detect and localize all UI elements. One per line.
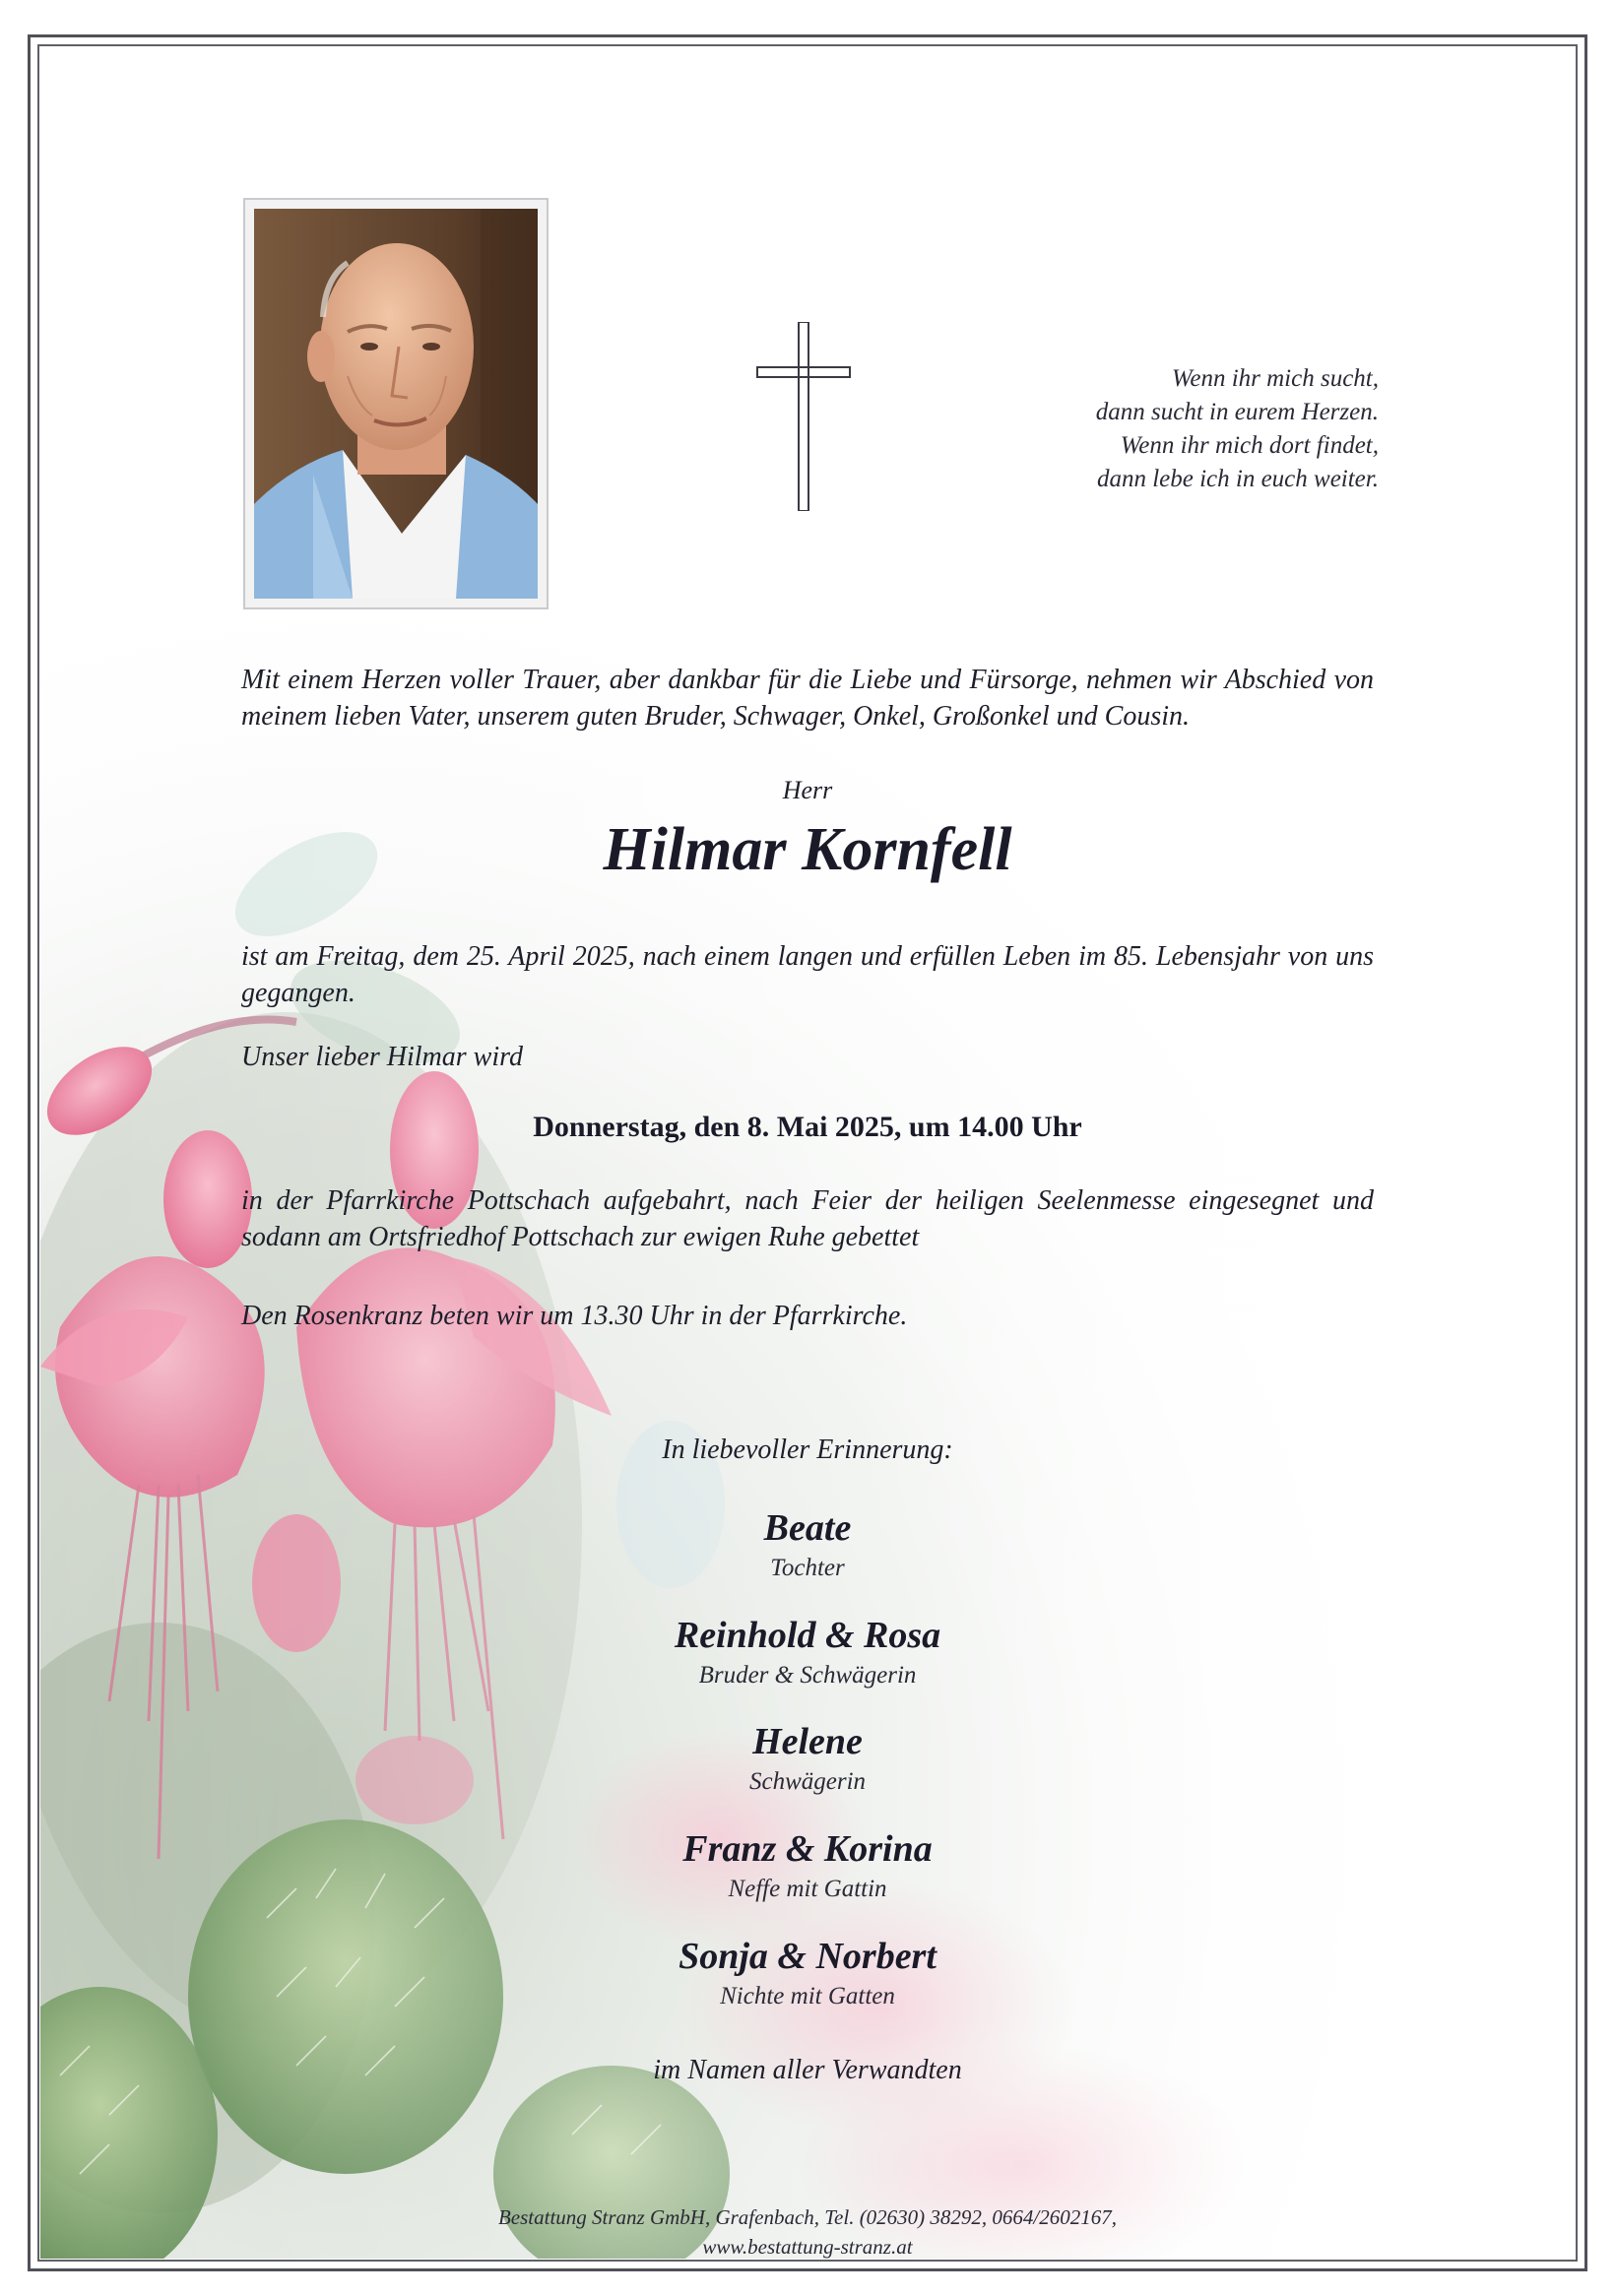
intro-paragraph: Mit einem Herzen voller Trauer, aber dankbar für die Liebe und Fürsorge, nehmen wir Abschied von meinem lieben Vater, unserem guten Bruder, Schwager, Onkel, Großonkel und Cousin.	[241, 665, 1374, 732]
poem-line: Wenn ihr mich dort findet,	[1120, 432, 1379, 459]
mourner-relation: Bruder & Schwägerin	[698, 1662, 917, 1689]
funeral-date: Donnerstag, den 8. Mai 2025, um 14.00 Uhr	[533, 1111, 1082, 1143]
portrait-photo	[254, 209, 538, 599]
poem	[945, 362, 1379, 496]
mourner-relation: Schwägerin	[748, 1768, 867, 1795]
death-notice: ist am Freitag, dem 25. April 2025, nach einem langen und erfüllen Leben im 85. Lebensjahr von uns gegangen.	[241, 941, 1374, 1008]
poem-line: dann sucht in eurem Herzen.	[1095, 399, 1379, 425]
footer-website: www.bestattung-stranz.at	[702, 2235, 913, 2259]
memory-heading: In liebevoller Erinnerung:	[662, 1435, 953, 1465]
rosary-note: Den Rosenkranz beten wir um 13.30 Uhr in der Pfarrkirche.	[241, 1301, 908, 1331]
salutation: Herr	[782, 776, 833, 804]
mourner-relation: Neffe mit Gattin	[728, 1876, 887, 1902]
closing-line: im Namen aller Verwandten	[653, 2055, 962, 2085]
deceased-name: Hilmar Kornfell	[603, 816, 1012, 883]
funeral-intro: Unser lieber Hilmar wird	[241, 1042, 523, 1072]
poem-line: Wenn ihr mich sucht,	[1171, 365, 1379, 392]
mourner-name: Beate	[763, 1507, 852, 1549]
portrait-illustration	[254, 209, 538, 599]
poem-line: dann lebe ich in euch weiter.	[1096, 466, 1379, 492]
footer-contact: Bestattung Stranz GmbH, Grafenbach, Tel. (02630) 38292, 0664/2602167,	[497, 2205, 1118, 2229]
portrait-frame	[243, 198, 549, 609]
mourner-relation: Nichte mit Gatten	[720, 1983, 895, 2009]
cross-icon	[754, 322, 853, 511]
mourner-name: Reinhold & Rosa	[674, 1615, 941, 1656]
mourner-name: Sonja & Norbert	[679, 1936, 937, 1977]
mourner-name: Franz & Korina	[682, 1828, 933, 1870]
mourner-name: Helene	[752, 1721, 863, 1762]
mourner-relation: Tochter	[770, 1555, 845, 1581]
funeral-details: in der Pfarrkirche Pottschach aufgebahrt, nach Feier der heiligen Seelenmesse eingesegnet und sodann am Ortsfriedhof Pottschach zur ewigen Ruhe gebettet	[241, 1185, 1374, 1252]
